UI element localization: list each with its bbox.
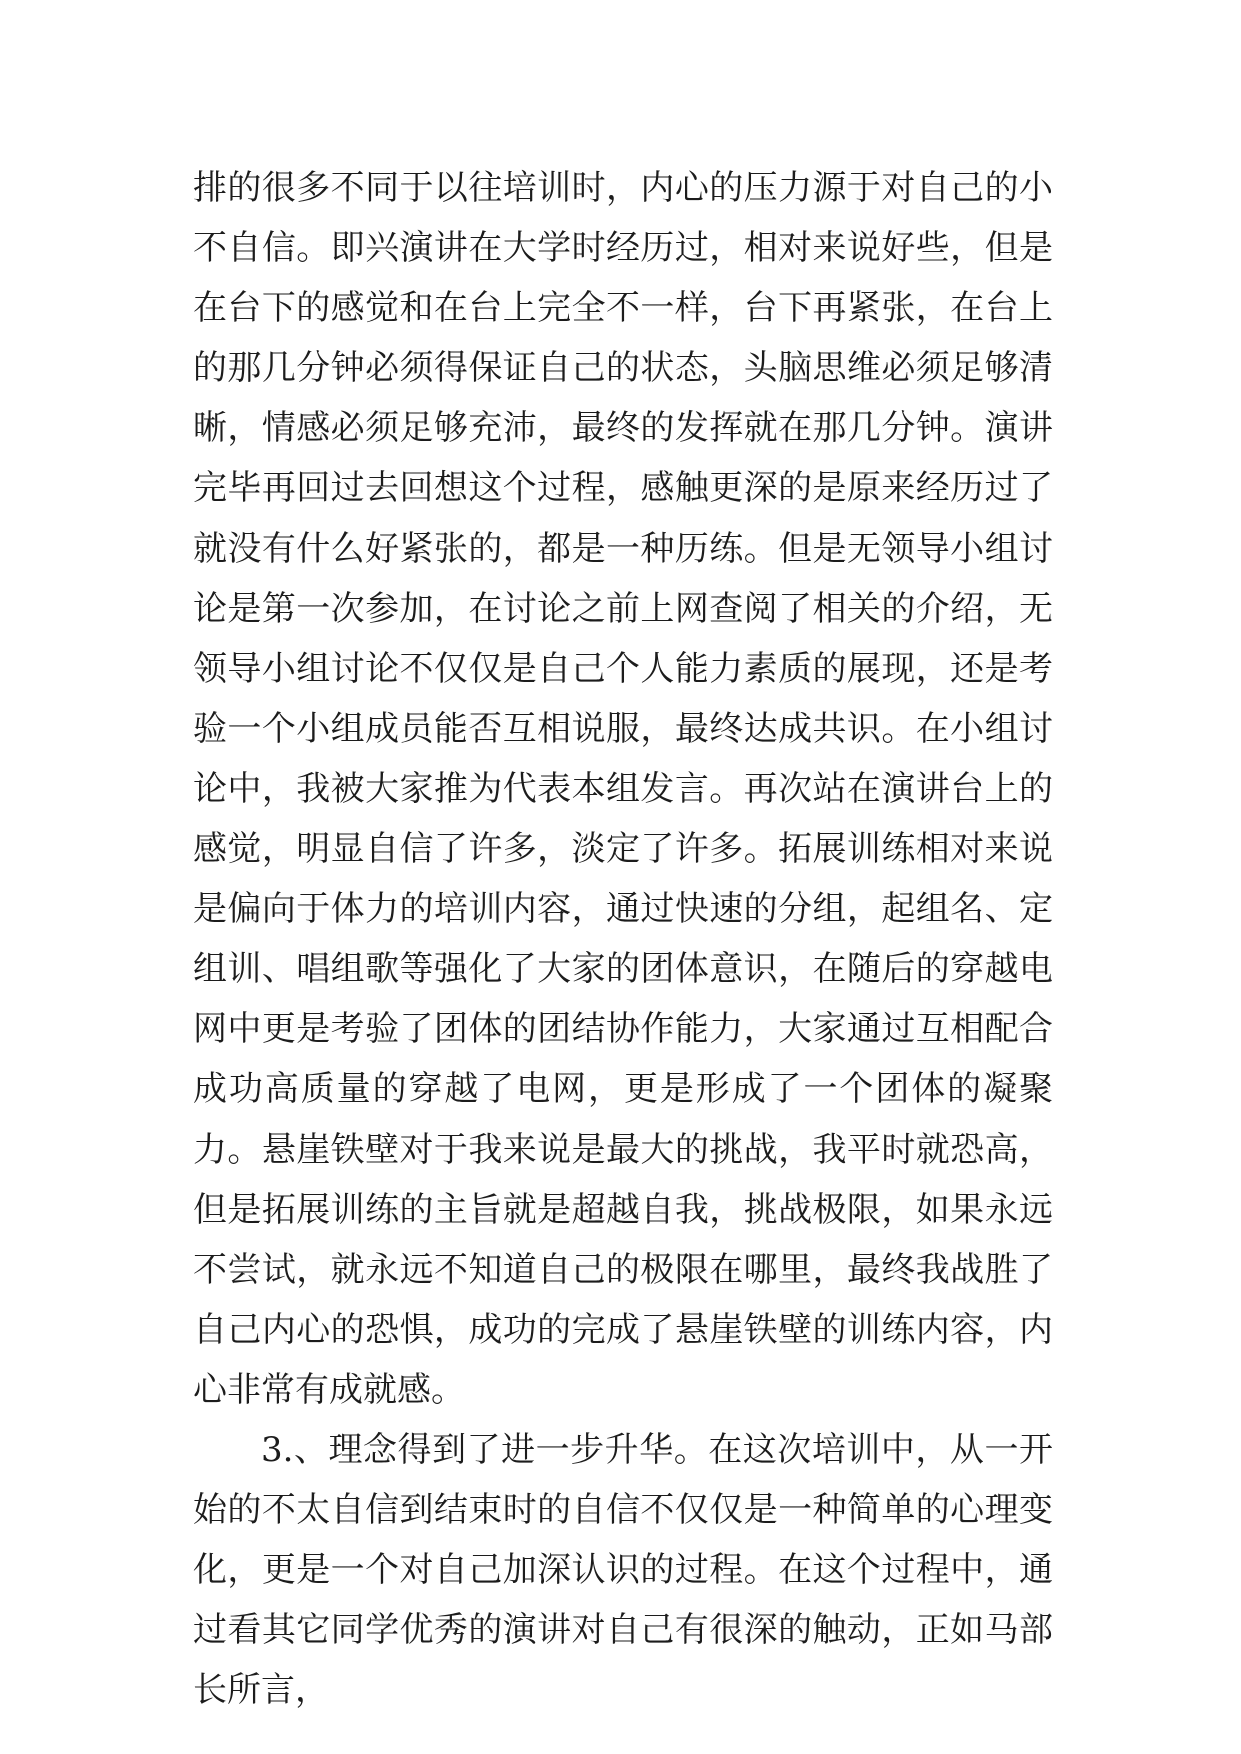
paragraph-continued: 排的很多不同于以往培训时，内心的压力源于对自己的小不自信。即兴演讲在大学时经历过，相对来说好些，但是在台下的感觉和在台上完全不一样，台下再紧张，在台上的那几分钟必须得保证自己的状态，头脑思维必须足够清晰，情感必须足够充沛，最终的发挥就在那几分钟。演讲完毕再回过去回想这个过程，感触更深的是原来经历过了就没有什么好紧张的，都是一种历练。但是无领导小组讨论是第一次参加，在讨论之前上网查阅了相关的介绍，无领导小组讨论不仅仅是自己个人能力素质的展现，还是考验一个小组成员能否互相说服，最终达成共识。在小组讨论中，我被大家推为代表本组发言。再次站在演讲台上的感觉，明显自信了许多，淡定了许多。拓展训练相对来说是偏向于体力的培训内容，通过快速的分组，起组名、定组训、唱组歌等强化了大家的团体意识，在随后的穿越电网中更是考验了团体的团结协作能力，大家通过互相配合成功高质量的穿越了电网，更是形成了一个团体的凝聚力。悬崖铁壁对于我来说是最大的挑战，我平时就恐高，但是拓展训练的主旨就是超越自我，挑战极限，如果永远不尝试，就永远不知道自己的极限在哪里，最终我战胜了自己内心的恐惧，成功的完成了悬崖铁壁的训练内容，内心非常有成就感。: [193, 168, 1053, 1410]
document-body: [193, 158, 1053, 1720]
paragraph-section-3: 3.、理念得到了进一步升华。在这次培训中，从一开始的不太自信到结束时的自信不仅仅是一种简单的心理变化，更是一个对自己加深认识的过程。在这个过程中，通过看其它同学优秀的演讲对自己有很深的触动，正如马部长所言，: [193, 1429, 1053, 1711]
